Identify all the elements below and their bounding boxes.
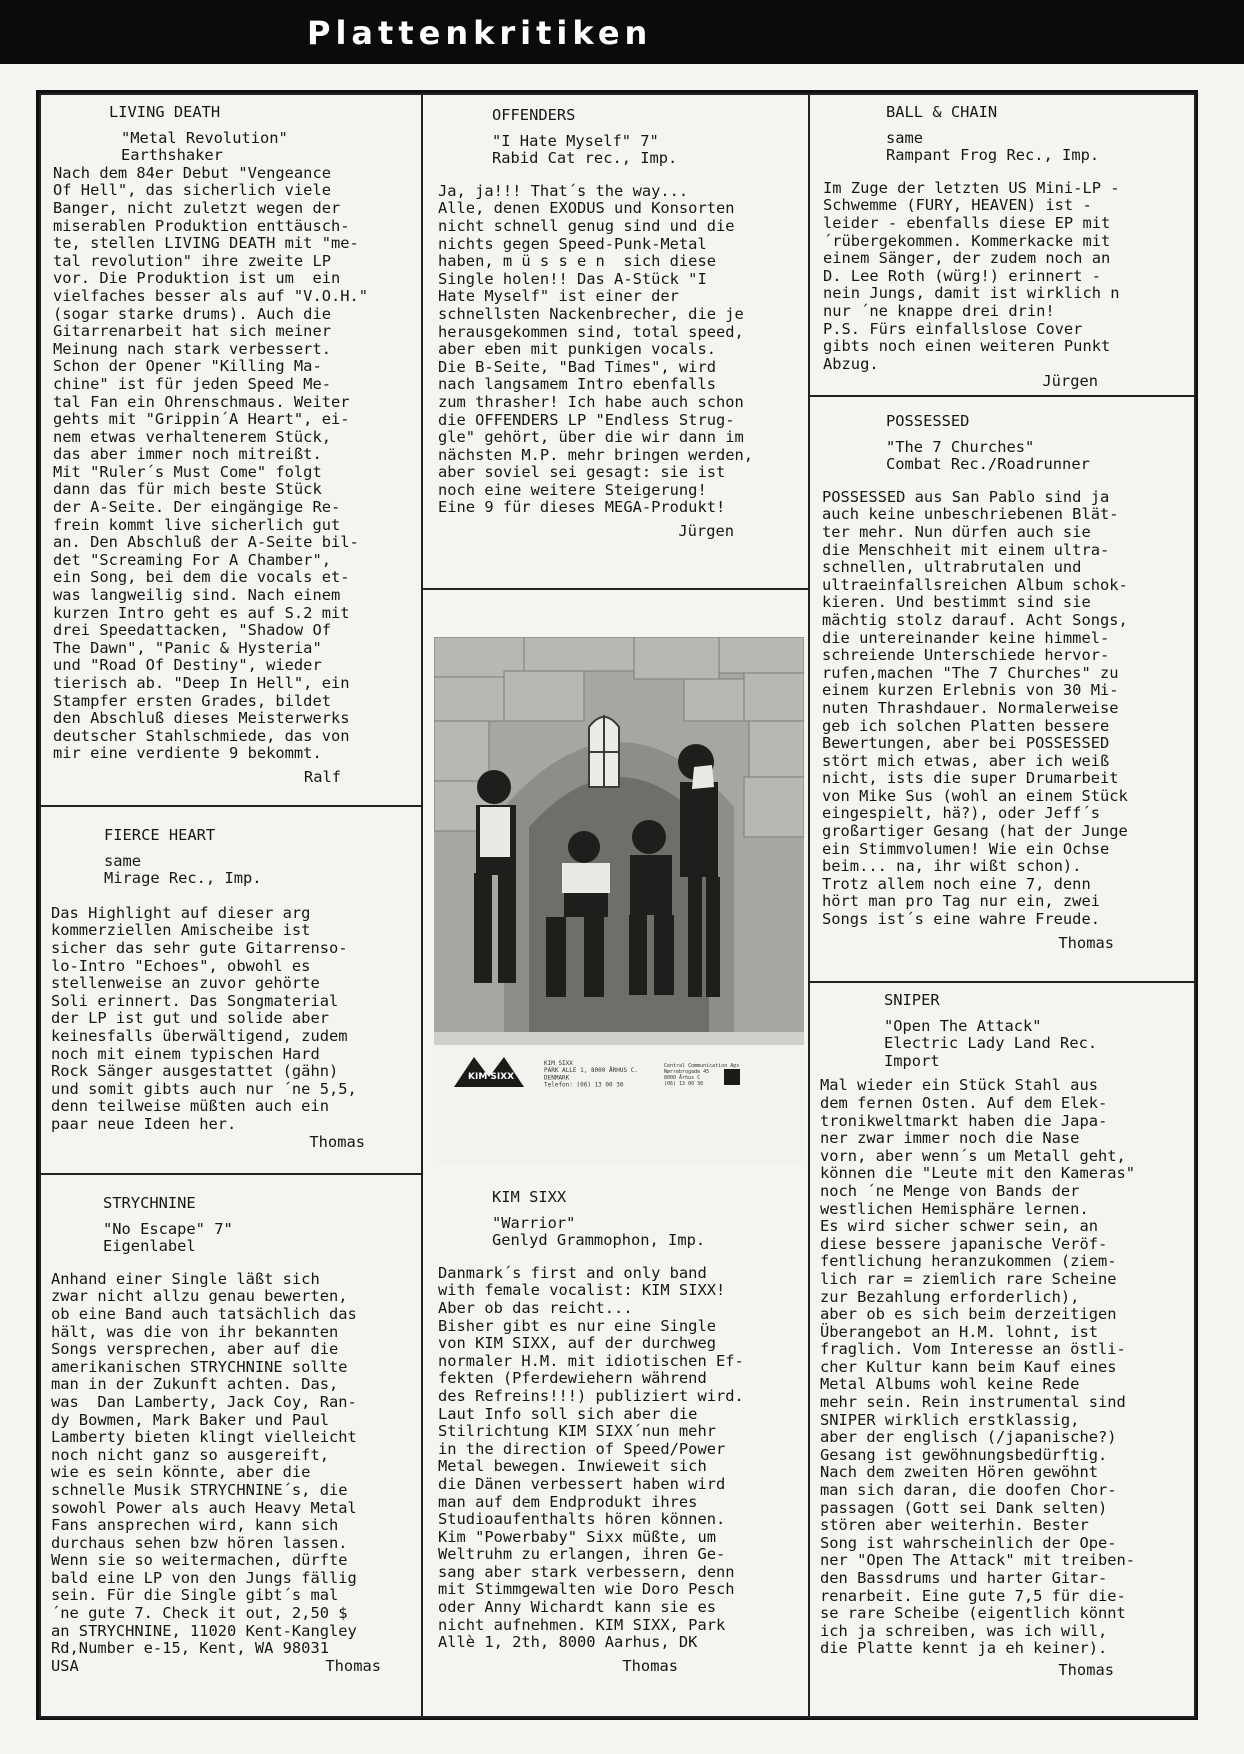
page-header <box>0 0 1244 64</box>
review-living-death <box>39 93 423 807</box>
review-text: Mal wieder ein Stück Stahl aus dem fernen Osten. Auf dem Elek- tronikweltmarkt haben die Japa- ner zwar immer noch die Nase vorn, aber wenn´s um Metall geht, können die "Leute mit den Kameras" noch ´ne Menge von Bands der westlichen Hemisphäre lernen. Es wird sicher schwer sein, an diese bessere japanische Veröf- fentlichung heranzukommen (ziem- lich rar = ziemlich rare Scheine zur Bezahlung erforderlich), aber ob es sich beim derzeitigen Überangebot an H.M. lohnt, ist fraglich. Vom Interesse an östli- cher Kultur kann beim Kauf eines Metal Albums wohl keine Rede mehr sein. Rein instrumental sind SNIPER wirklich erstklassig, aber der englisch (/japanische?) Gesang ist gewöhnungsbedürftig. Nach dem zweiten Hören gewöhnt man sich daran, die doofen Chor- passagen (Gott sei Dank selten) stören aber weiterhin. Bester Song ist wahrscheinlich der Ope- ner "Open The Attack" mit treiben- den Bassdrums und harter Gitar- renarbeit. Eine gute 7,5 für die- se rare Scheibe (eigentlich könnt ich ja schreiben, was ich will, die Platte kennt ja eh keiner). <box>820 1076 1136 1658</box>
band-name: BALL & CHAIN <box>886 103 998 121</box>
review-text: Anhand einer Single läßt sich zwar nicht allzu genau bewerten, ob eine Band auch tatsächlich das hält, was die von ihr bekannten Songs versprechen, aber auf die amerikanischen STRYCHNINE sollte man in der Zukunft achten. Das, was Dan Lamberty, Jack Coy, Ran- dy Bowmen, Mark Baker und Paul Lamberty bieten klingt vielleicht noch nicht ganz so ausgereift, wie es sein könnte, aber die schnelle Musik STRYCHNINE´s, die sowohl Power als auch Heavy Metal Fans ansprechen wird, kann sich durchaus sehen bzw hören lassen. Wenn sie so weitermachen, dürfte bald eine LP von den Jungs fällig sein. Für die Single gibt´s mal ´ne gute 7. Check it out, 2,50 $ an STRYCHNINE, 11020 Kent-Kangley Rd,Number e-15, Kent, WA 98031 USA <box>51 1269 357 1675</box>
band-name: KIM SIXX <box>492 1189 567 1206</box>
photo-card-agency: Central Communication Aps Nørrebrogade 45 8000 Århus C (06) 13 00 30 <box>664 1063 740 1087</box>
record-label: Genlyd Grammophon, Imp. <box>492 1231 706 1250</box>
band-photo <box>434 637 804 1164</box>
release-title: "I Hate Myself" 7" <box>492 131 659 150</box>
review-ball-and-chain <box>808 93 1196 397</box>
band-name: LIVING DEATH <box>109 103 221 121</box>
review-sniper <box>808 981 1196 1718</box>
record-label: Rampant Frog Rec., Imp. <box>886 146 1100 165</box>
record-label: Eigenlabel <box>103 1237 196 1256</box>
review-offenders <box>421 93 810 590</box>
reviewer-signature: Jürgen <box>678 522 734 541</box>
record-label: Earthshaker <box>121 146 223 165</box>
review-fierce-heart <box>39 805 423 1175</box>
release-title: same <box>886 128 924 147</box>
band-name: OFFENDERS <box>492 106 576 124</box>
review-text: Nach dem 84er Debut "Vengeance Of Hell", das sicherlich viele Banger, nicht zuletzt wegen der miserablen Produktion enttäusch- te, stellen LIVING DEATH mit "me- tal revolution" ihre zweite LP vor. Die Produktion ist um ein vielfaches besser als auf "V.O.H." (sogar starke drums). Auch die Gitarrenarbeit hat sich meiner Meinung nach stark verbessert. Schon der Opener "Killing Ma- chine" ist für jeden Speed Me- tal Fan ein Ohrenschmaus. Weiter gehts mit "Grippin´A Heart", ei- nem etwas verhaltenerem Stück, das aber immer noch mitreißt. Mit "Ruler´s Must Come" folgt dann das für mich beste Stück der A-Seite. Der eingängige Re- frein kommt live sicherlich gut an. Den Abschluß der A-Seite bil- det "Screaming For A Chamber", ein Song, bei dem die vocals et- was langweilig sind. Nach einem kurzen Intro geht es auf S.2 mit drei Speedattacken, "Shadow Of The Dawn", "Panic & Hysteria" und "Road Of Destiny", wieder tierisch ab. "Deep In Hell", ein Stampfer ersten Grades, bildet den Abschluß dieses Meisterwerks deutscher Stahlschmiede, das von mir eine verdiente 9 bekommt. <box>53 163 369 763</box>
release-title: same <box>104 851 142 870</box>
review-text: Danmark´s first and only band with female vocalist: KIM SIXX! Aber ob das reicht... Bisher gibt es nur eine Single von KIM SIXX, auf der durchweg normaler H.M. mit idiotischen Ef- fekten (Pferdewiehern während des Refreins!!!) publiziert wird. Laut Info soll sich aber die Stilrichtung KIM SIXX´nun mehr in the direction of Speed/Power Metal bewegen. Inwieweit sich die Dänen verbessert haben wird man auf dem Endprodukt ihres Studioaufenthalts hören können. Kim "Powerbaby" Sixx müßte, um Weltruhm zu erlangen, ihren Ge- sang aber stark verbessern, denn mit Stimmgewalten wie Doro Pesch oder Anny Wichardt kann sie es nicht aufnehmen. KIM SIXX, Park Allè 1, 2th, 8000 Aarhus, DK <box>438 1263 744 1652</box>
reviewer-signature: Ralf <box>303 767 341 786</box>
band-name: STRYCHNINE <box>103 1194 196 1212</box>
photo-card-address: KIM SIXX PARK ALLE 1, 8000 ÅRHUS C. DENMARK Telefon: (06) 13 00 30 <box>544 1060 638 1089</box>
release-title: "No Escape" 7" <box>103 1219 233 1238</box>
release-title: "Metal Revolution" <box>121 128 288 147</box>
reviewer-signature: Jürgen <box>1042 372 1098 391</box>
record-label: Electric Lady Land Rec. Import <box>884 1034 1098 1070</box>
band-name: FIERCE HEART <box>104 826 216 844</box>
review-text: Im Zuge der letzten US Mini-LP - Schwemme (FURY, HEAVEN) ist - leider - ebenfalls diese EP mit ´rübergekommen. Kommerkacke mit einem Sänger, der zudem noch an D. Lee Roth (würg!) erinnert - nein Jungs, damit ist wirklich n nur ´ne knappe drei drin! P.S. Fürs einfallslose Cover gibts noch einen weiteren Punkt Abzug. <box>823 178 1120 373</box>
reviewer-signature: Thomas <box>309 1132 365 1151</box>
page-title: Plattenkritiken <box>307 14 653 52</box>
reviewer-signature: Thomas <box>1058 1660 1114 1679</box>
review-text: POSSESSED aus San Pablo sind ja auch keine unbeschriebenen Blät- ter mehr. Nun dürfen auch sie die Menschheit mit einem ultra- schnellen, ultrabrutalen und ultraeinfallsreichen Album schok- kieren. Und bestimmt sind sie mächtig stolz darauf. Acht Songs, die untereinander keine himmel- schreiende Unterschiede hervor- rufen,machen "The 7 Churches" zu einem kurzen Erlebnis von 30 Mi- nuten Thrashdauer. Normalerweise geb ich solchen Platten bessere Bewertungen, aber bei POSSESSED stört mich etwas, aber ich weiß nicht, ists die super Drumarbeit von Mike Sus (wohl an einem Stück eingespielt, hä?), oder Jeff´s großartiger Gesang (hat der Junge ein Stimmvolumen! Wie ein Ochse beim... na, ihr wißt schon). Trotz allem noch eine 7, denn hört man pro Tag nur ein, zwei Songs ist´s eine wahre Freude. <box>822 487 1128 929</box>
photo-logo-text: KIM SIXX <box>468 1072 515 1082</box>
review-strychnine <box>39 1173 423 1718</box>
review-text: Das Highlight auf dieser arg kommerziellen Amischeibe ist sicher das sehr gute Gitarrenso- lo-Intro "Echoes", obwohl es stellenweise an zuvor gehörte Soli erinnert. Das Songmaterial der LP ist gut und solide aber keinesfalls überwältigend, zudem noch mit einem typischen Hard Rock Sänger ausgestattet (gähn) und somit gibts auch nur ´ne 5,5, denn teilweise müßten auch ein paar neue Ideen her. <box>51 903 357 1133</box>
release-title: "The 7 Churches" <box>886 437 1035 456</box>
record-label: Mirage Rec., Imp. <box>104 869 262 888</box>
review-text: Ja, ja!!! That´s the way... Alle, denen EXODUS und Konsorten nicht schnell genug sind und die nichts gegen Speed-Punk-Metal haben, m ü s s e n sich diese Single holen!! Das A-Stück "I Hate Myself" ist einer der schnellsten Nackenbrecher, die je herausgekommen sind, total speed, aber eben mit punkigen vocals. Die B-Seite, "Bad Times", wird nach langsamem Intro ebenfalls zum thrasher! Ich habe auch schon die OFFENDERS LP "Endless Strug- gle" gehört, über die wir dann im nächsten M.P. mehr bringen werden, aber soviel sei gesagt: sie ist noch eine weitere Steigerung! Eine 9 für dieses MEGA-Produkt! <box>438 181 754 517</box>
record-label: Combat Rec./Roadrunner <box>886 455 1090 474</box>
release-title: "Warrior" <box>492 1213 576 1232</box>
record-label: Rabid Cat rec., Imp. <box>492 149 678 168</box>
reviewer-signature: Thomas <box>1058 933 1114 952</box>
band-name: POSSESSED <box>886 412 970 430</box>
reviewer-signature: Thomas <box>622 1656 678 1675</box>
review-possessed <box>808 395 1196 983</box>
reviewer-signature: Thomas <box>325 1657 381 1676</box>
release-title: "Open The Attack" <box>884 1016 1042 1035</box>
review-kim-sixx <box>438 1189 798 1714</box>
band-name: SNIPER <box>884 991 940 1009</box>
